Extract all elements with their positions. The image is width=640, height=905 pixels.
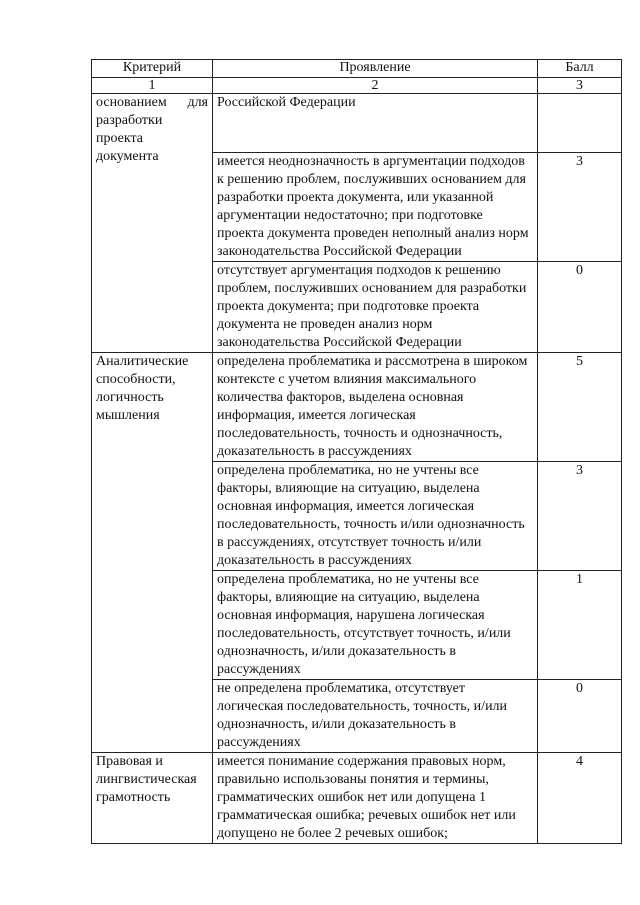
- criterion-cell: Правовая и лингвистическая грамотность: [92, 753, 213, 844]
- score-cell: [538, 94, 622, 153]
- score-cell: 1: [538, 571, 622, 680]
- manifestation-cell: определена проблематика, но не учтены все факторы, влияющие на ситуацию, выделена основная информация, имеется логическая последовательность, точность и/или однозначность в рассуждениях, отсутствует точность и/или доказательность в рассуждениях: [213, 462, 538, 571]
- column-number-row: [92, 78, 622, 94]
- table-row: [92, 353, 622, 462]
- manifestation-cell: имеется понимание содержания правовых норм, правильно использованы понятия и термины, грамматических ошибок нет или допущена 1 грамматическая ошибка; речевых ошибок нет или допущено не более 2 речевых ошибок;: [213, 753, 538, 844]
- score-cell: 0: [538, 262, 622, 353]
- manifestation-cell: отсутствует аргументация подходов к решению проблем, послуживших основанием для разработки проекта документа; при подготовке проекта документа не проведен анализ норм законодательства Российской Федерации: [213, 262, 538, 353]
- manifestation-cell: имеется неоднозначность в аргументации подходов к решению проблем, послуживших основанием для разработки проекта документа, или указанной аргументации недостаточно; при подготовке проекта документа проведен неполный анализ норм законодательства Российской Федерации: [213, 153, 538, 262]
- score-cell: 0: [538, 680, 622, 753]
- criterion-cell: Аналитические способности, логичность мышления: [92, 353, 213, 753]
- header-criterion: Критерий: [92, 60, 213, 78]
- header-row: [92, 60, 622, 78]
- manifestation-cell: определена проблематика и рассмотрена в широком контексте с учетом влияния максимального количества факторов, выделена основная информация, имеется логическая последовательность, точность и однозначность, доказательность в рассуждениях: [213, 353, 538, 462]
- criteria-table: [91, 59, 622, 844]
- table-row: [92, 753, 622, 844]
- score-cell: 5: [538, 353, 622, 462]
- column-number-1: 1: [92, 78, 213, 94]
- table-row: [92, 94, 622, 153]
- column-number-2: 2: [213, 78, 538, 94]
- score-cell: 3: [538, 153, 622, 262]
- column-number-3: 3: [538, 78, 622, 94]
- criterion-cell: основанием для разработки проекта документа: [92, 94, 213, 353]
- score-cell: 4: [538, 753, 622, 844]
- manifestation-cell: Российской Федерации: [213, 94, 538, 153]
- score-cell: 3: [538, 462, 622, 571]
- header-score: Балл: [538, 60, 622, 78]
- manifestation-cell: не определена проблематика, отсутствует логическая последовательность, точность, и/или однозначность, и/или доказательность в рассуждениях: [213, 680, 538, 753]
- header-manifestation: Проявление: [213, 60, 538, 78]
- manifestation-cell: определена проблематика, но не учтены все факторы, влияющие на ситуацию, выделена основная информация, нарушена логическая последовательность, отсутствует точность, и/или однозначность, и/или доказательность в рассуждениях: [213, 571, 538, 680]
